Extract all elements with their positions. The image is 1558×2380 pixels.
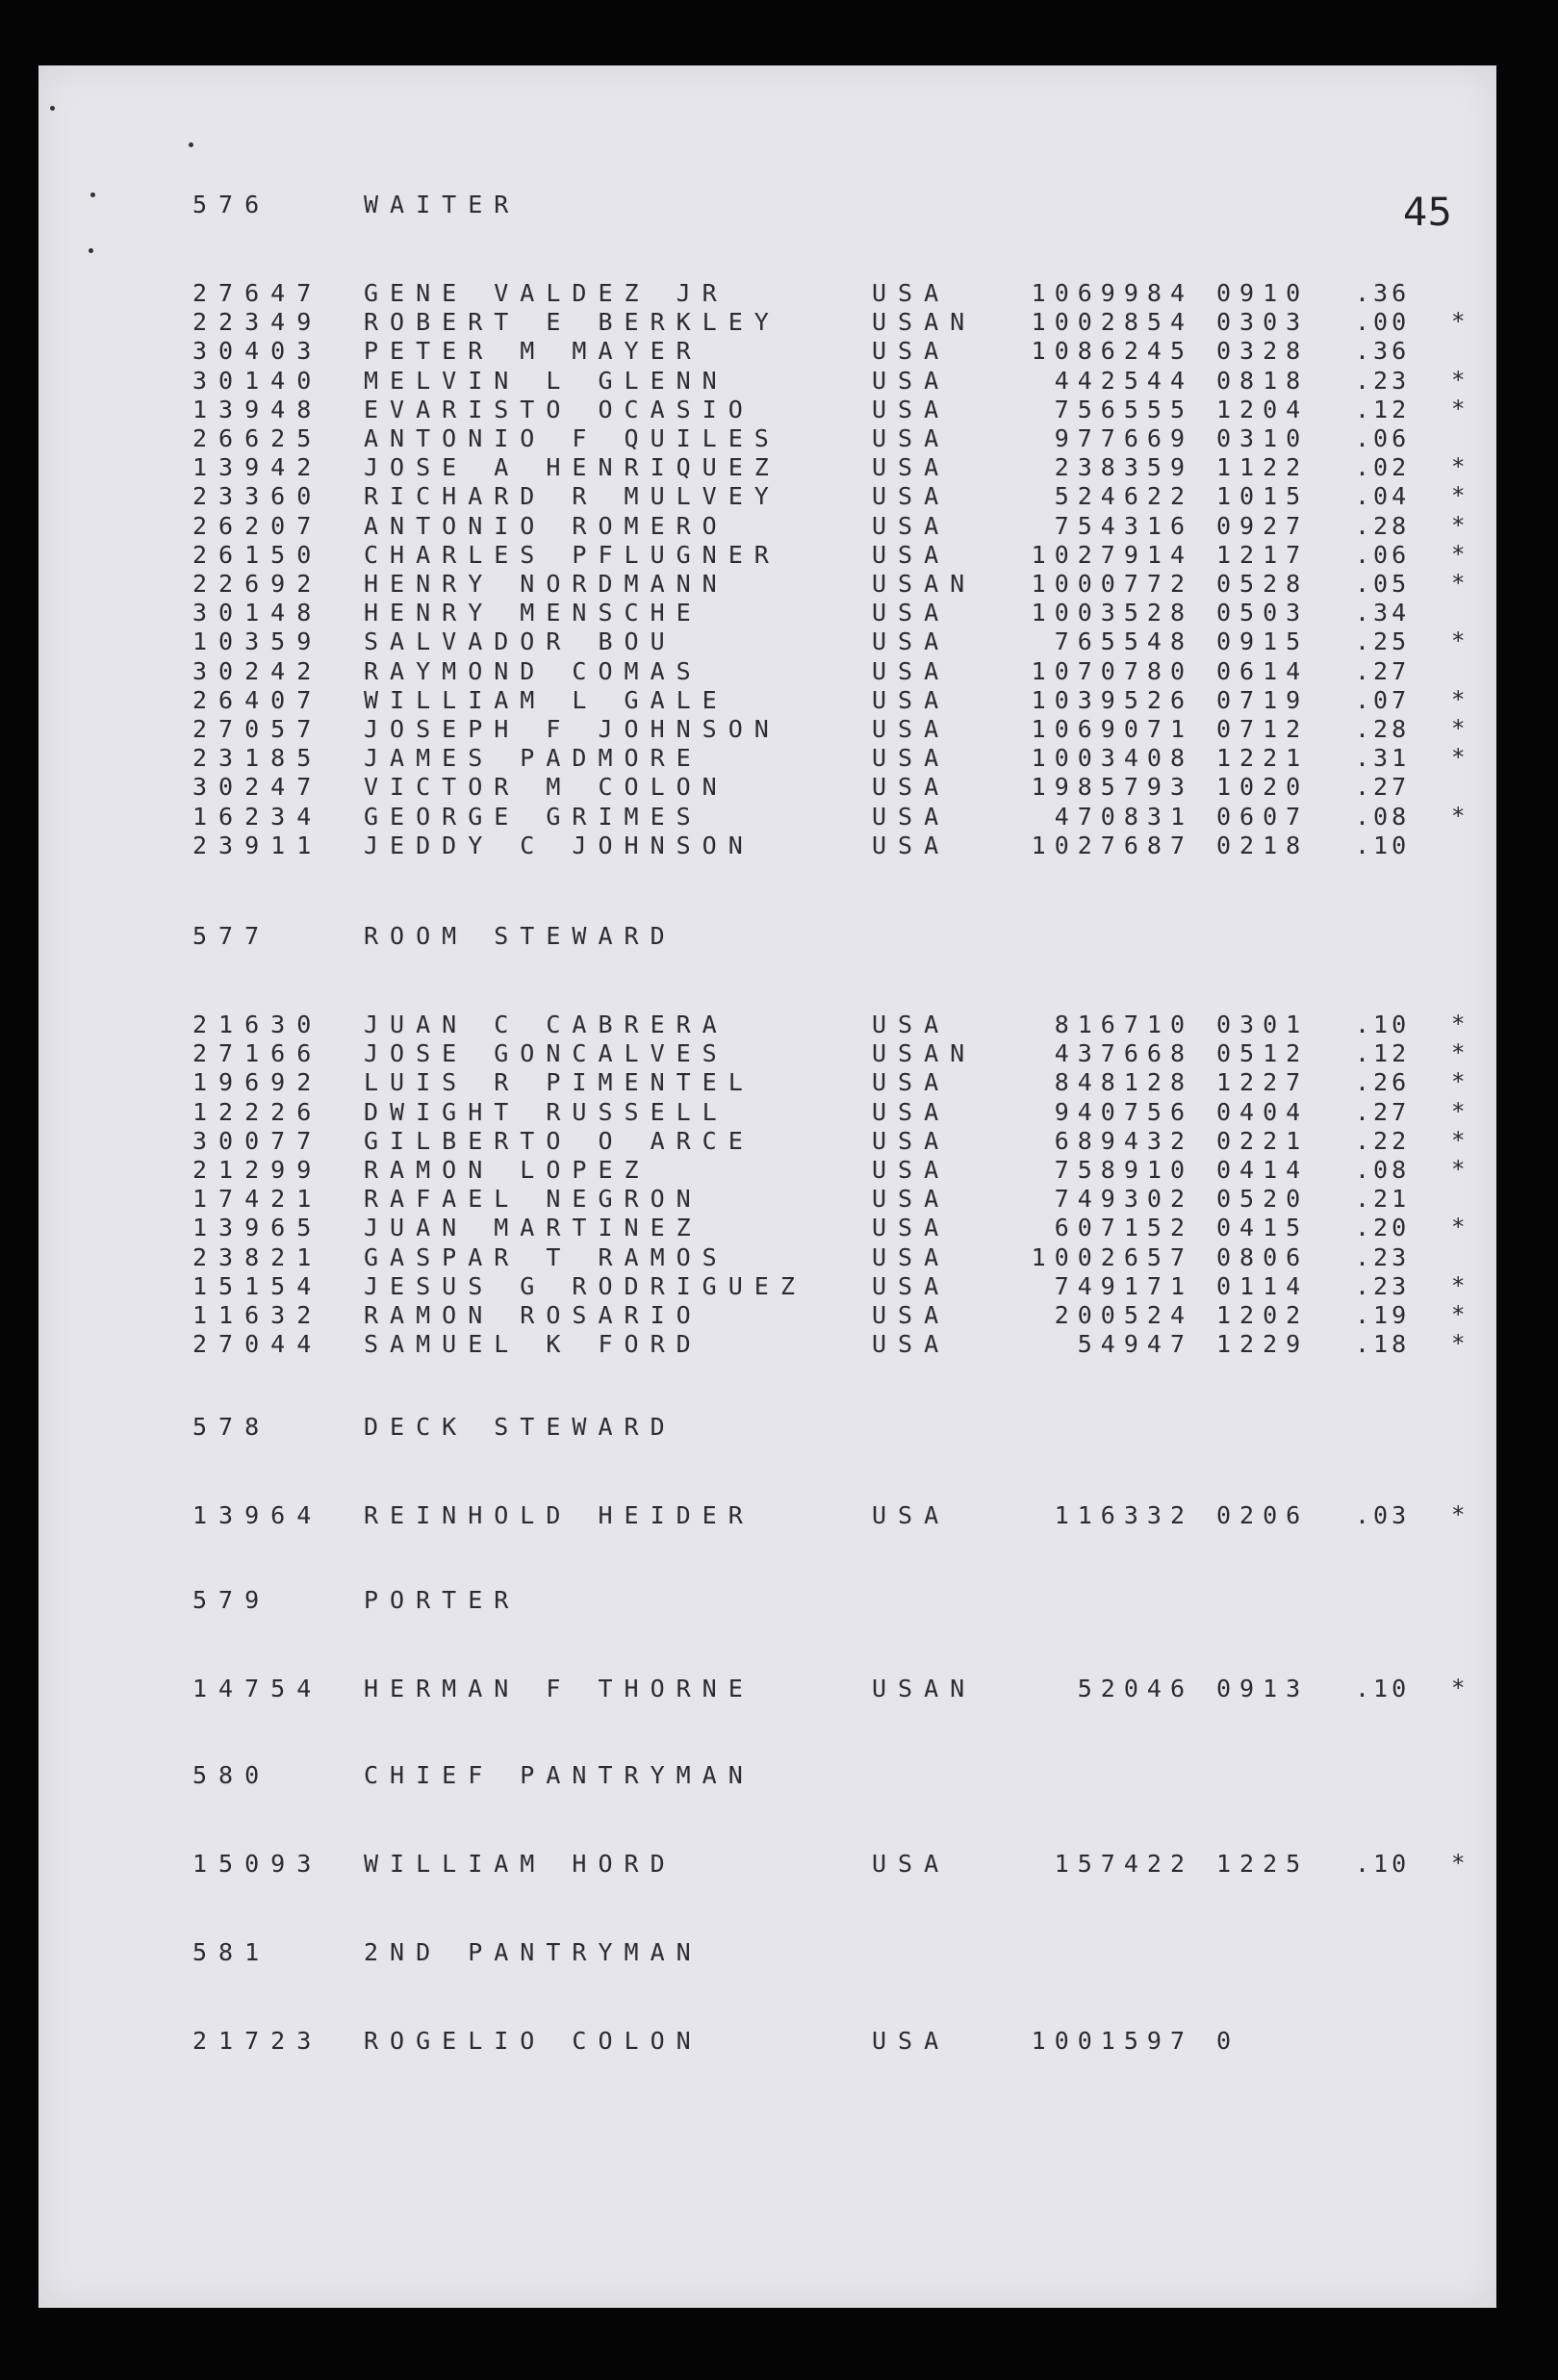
date-code: 1122 [1216,453,1310,482]
citizenship: USA [872,1011,951,1038]
citizenship: USA [872,656,951,685]
citizenship: USA [872,482,951,511]
asterisk-mark: * [1451,1039,1466,1067]
wage-value: .03 [1355,1501,1411,1529]
crew-name: SALVADOR BOU [364,627,677,656]
section-title: CHIEF PANTRYMAN [364,1761,754,1789]
wage-value: .22 [1355,1126,1411,1155]
section-title: 2ND PANTRYMAN [364,1938,702,1966]
citizenship: USA [872,2027,951,2055]
document-number: 1002657 [1031,1242,1193,1271]
date-code: 0415 [1216,1214,1310,1242]
asterisk-mark: * [1451,1068,1466,1096]
citizenship: USA [872,1271,951,1300]
crew-name: CHARLES PFLUGNER [364,540,780,569]
crew-name: GILBERTO O ARCE [364,1126,754,1155]
document-number: 1069984 [1031,279,1193,307]
document-number: 758910 [1054,1156,1193,1184]
wage-value: .31 [1355,744,1411,773]
wage-value: .26 [1355,1068,1411,1097]
wage-value: .06 [1355,540,1411,569]
citizenship: USA [872,1242,951,1271]
citizenship: USA [872,1156,951,1184]
citizenship: USA [872,1126,951,1155]
wage-value: .25 [1355,627,1411,656]
date-code: 0114 [1216,1271,1310,1300]
document-number: 749171 [1054,1271,1193,1300]
document-number: 1001597 [1031,2027,1193,2055]
wage-value: .27 [1355,773,1411,802]
crew-name: JEDDY C JOHNSON [364,831,754,859]
document-number: 437668 [1054,1039,1193,1068]
wage-value: .12 [1355,395,1411,423]
section-code: 580 [192,1761,271,1789]
date-code: 1020 [1216,773,1310,802]
date-code: 1202 [1216,1301,1310,1329]
crew-id: 19692 [192,1068,323,1097]
asterisk-mark: * [1451,453,1466,481]
wage-value: .12 [1355,1039,1411,1068]
citizenship: USA [872,511,951,540]
asterisk-mark: * [1451,570,1466,597]
asterisk-mark: * [1451,1301,1466,1328]
asterisk-mark: * [1451,366,1466,394]
margin-mark [89,248,93,253]
citizenship: USA [872,1501,951,1529]
crew-name: PETER M MAYER [364,337,702,366]
crew-id: 30242 [192,656,323,685]
citizenship: USA [872,1330,951,1359]
margin-mark [90,192,95,197]
document-number: 470831 [1054,802,1193,831]
citizenship: USAN [872,1039,977,1068]
date-code: 0221 [1216,1126,1310,1155]
citizenship: USA [872,744,951,773]
asterisk-mark: * [1451,1011,1466,1037]
wage-value: .00 [1355,308,1411,337]
wage-value: .18 [1355,1330,1411,1359]
citizenship: USA [872,1301,951,1329]
crew-name: ANTONIO ROMERO [364,511,728,540]
date-code: 0915 [1216,627,1310,656]
crew-id: 26407 [192,685,323,714]
wage-value: .02 [1355,453,1411,482]
document-number: 238359 [1054,453,1193,482]
wage-value: .28 [1355,715,1411,743]
crew-name: RICHARD R MULVEY [364,482,780,511]
wage-value: .05 [1355,570,1411,598]
date-code: 0206 [1216,1501,1310,1529]
crew-name: JUAN MARTINEZ [364,1214,702,1242]
crew-name: ROBERT E BERKLEY [364,308,780,337]
crew-id: 27057 [192,715,323,743]
crew-id: 10359 [192,627,323,656]
asterisk-mark: * [1451,1675,1466,1702]
document-number: 54947 [1077,1330,1193,1359]
crew-id: 15154 [192,1271,323,1300]
date-code: 0607 [1216,802,1310,831]
wage-value: .06 [1355,424,1411,452]
document-number: 765548 [1054,627,1193,656]
crew-id: 13948 [192,395,323,423]
crew-name: GASPAR T RAMOS [364,1242,728,1271]
asterisk-mark: * [1451,715,1466,742]
crew-name: GENE VALDEZ JR [364,279,728,307]
asterisk-mark: * [1451,1214,1466,1241]
asterisk-mark: * [1451,482,1466,510]
crew-id: 13964 [192,1501,323,1529]
crew-name: VICTOR M COLON [364,773,728,802]
date-code: 0414 [1216,1156,1310,1184]
date-code: 0 [1216,2027,1240,2055]
crew-name: ANTONIO F QUILES [364,424,780,452]
wage-value: .23 [1355,1271,1411,1300]
date-code: 0614 [1216,656,1310,685]
wage-value: .28 [1355,511,1411,540]
section-code: 578 [192,1413,271,1441]
document-number: 1003408 [1031,744,1193,773]
document-number: 940756 [1054,1097,1193,1126]
asterisk-mark: * [1451,511,1466,539]
wage-value: .20 [1355,1214,1411,1242]
document-number: 1039526 [1031,685,1193,714]
wage-value: .08 [1355,802,1411,831]
crew-name: LUIS R PIMENTEL [364,1068,754,1097]
asterisk-mark: * [1451,627,1466,655]
crew-id: 30247 [192,773,323,802]
crew-id: 13942 [192,453,323,482]
asterisk-mark: * [1451,308,1466,336]
date-code: 0528 [1216,570,1310,598]
citizenship: USA [872,279,951,307]
document-number: 848128 [1054,1068,1193,1097]
document-number: 816710 [1054,1011,1193,1038]
date-code: 0520 [1216,1185,1310,1214]
document-number: 157422 [1054,1850,1193,1878]
wage-value: .19 [1355,1301,1411,1329]
crew-name: DWIGHT RUSSELL [364,1097,728,1126]
date-code: 0927 [1216,511,1310,540]
asterisk-mark: * [1451,1850,1466,1877]
crew-name: JAMES PADMORE [364,744,702,773]
crew-id: 16234 [192,802,323,831]
asterisk-mark: * [1451,1126,1466,1154]
wage-value: .21 [1355,1185,1411,1214]
asterisk-mark: * [1451,395,1466,422]
crew-id: 15093 [192,1850,323,1878]
crew-name: WILLIAM HORD [364,1850,677,1878]
crew-id: 26150 [192,540,323,569]
section-title: DECK STEWARD [364,1413,677,1441]
crew-name: JOSE A HENRIQUEZ [364,453,780,482]
citizenship: USA [872,1068,951,1097]
section-title: PORTER [364,1586,521,1614]
crew-id: 27647 [192,279,323,307]
citizenship: USA [872,685,951,714]
wage-value: .10 [1355,1675,1411,1702]
crew-name: HERMAN F THORNE [364,1675,754,1702]
citizenship: USA [872,395,951,423]
margin-mark [189,142,193,147]
crew-name: RAMON ROSARIO [364,1301,702,1329]
date-code: 0301 [1216,1011,1310,1038]
crew-id: 21723 [192,2027,323,2055]
document-number: 52046 [1077,1675,1193,1702]
crew-id: 30403 [192,337,323,366]
crew-id: 30077 [192,1126,323,1155]
crew-name: RAFAEL NEGRON [364,1185,702,1214]
citizenship: USA [872,773,951,802]
crew-id: 30148 [192,599,323,627]
document-number: 524622 [1054,482,1193,511]
citizenship: USA [872,1214,951,1242]
crew-id: 26207 [192,511,323,540]
date-code: 0719 [1216,685,1310,714]
crew-name: JOSEPH F JOHNSON [364,715,780,743]
wage-value: .04 [1355,482,1411,511]
wage-value: .36 [1355,337,1411,366]
document-number: 116332 [1054,1501,1193,1529]
citizenship: USA [872,424,951,452]
citizenship: USA [872,1850,951,1878]
date-code: 0328 [1216,337,1310,366]
section-code: 581 [192,1938,271,1966]
asterisk-mark: * [1451,1271,1466,1299]
crew-id: 21630 [192,1011,323,1038]
citizenship: USA [872,453,951,482]
crew-name: WILLIAM L GALE [364,685,728,714]
document-number: 1070780 [1031,656,1193,685]
wage-value: .08 [1355,1156,1411,1184]
crew-id: 23360 [192,482,323,511]
asterisk-mark: * [1451,685,1466,713]
wage-value: .23 [1355,1242,1411,1271]
document-number: 689432 [1054,1126,1193,1155]
document-number: 977669 [1054,424,1193,452]
citizenship: USA [872,337,951,366]
citizenship: USAN [872,308,977,337]
date-code: 1229 [1216,1330,1310,1359]
crew-name: HENRY NORDMANN [364,570,728,598]
citizenship: USA [872,1185,951,1214]
citizenship: USA [872,1097,951,1126]
document-number: 1027687 [1031,831,1193,859]
crew-name: JESUS G RODRIGUEZ [364,1271,806,1300]
wage-value: .07 [1355,685,1411,714]
date-code: 1015 [1216,482,1310,511]
date-code: 0503 [1216,599,1310,627]
citizenship: USA [872,627,951,656]
crew-id: 12226 [192,1097,323,1126]
citizenship: USA [872,831,951,859]
crew-id: 14754 [192,1675,323,1702]
crew-name: SAMUEL K FORD [364,1330,702,1359]
date-code: 0218 [1216,831,1310,859]
crew-id: 27044 [192,1330,323,1359]
date-code: 0404 [1216,1097,1310,1126]
crew-name: JUAN C CABRERA [364,1011,728,1038]
date-code: 1225 [1216,1850,1310,1878]
wage-value: .10 [1355,1011,1411,1038]
citizenship: USA [872,715,951,743]
crew-name: MELVIN L GLENN [364,366,728,395]
crew-id: 21299 [192,1156,323,1184]
document-number: 1069071 [1031,715,1193,743]
wage-value: .34 [1355,599,1411,627]
date-code: 0910 [1216,279,1310,307]
wage-value: .23 [1355,366,1411,395]
crew-name: HENRY MENSCHE [364,599,702,627]
document-number: 756555 [1054,395,1193,423]
date-code: 1217 [1216,540,1310,569]
crew-name: REINHOLD HEIDER [364,1501,754,1529]
crew-id: 22692 [192,570,323,598]
document-number: 1003528 [1031,599,1193,627]
asterisk-mark: * [1451,1330,1466,1358]
wage-value: .10 [1355,831,1411,859]
document-page [38,65,1496,2308]
asterisk-mark: * [1451,540,1466,568]
crew-id: 23185 [192,744,323,773]
margin-mark [50,106,55,111]
date-code: 0806 [1216,1242,1310,1271]
crew-id: 17421 [192,1185,323,1214]
wage-value: .10 [1355,1850,1411,1878]
document-number: 442544 [1054,366,1193,395]
citizenship: USA [872,599,951,627]
crew-id: 27166 [192,1039,323,1068]
date-code: 0712 [1216,715,1310,743]
asterisk-mark: * [1451,802,1466,830]
crew-id: 23911 [192,831,323,859]
citizenship: USA [872,540,951,569]
date-code: 1227 [1216,1068,1310,1097]
date-code: 1204 [1216,395,1310,423]
crew-id: 11632 [192,1301,323,1329]
section-code: 577 [192,922,271,950]
citizenship: USAN [872,1675,977,1702]
crew-id: 23821 [192,1242,323,1271]
asterisk-mark: * [1451,744,1466,772]
asterisk-mark: * [1451,1097,1466,1125]
document-number: 1002854 [1031,308,1193,337]
crew-name: RAMON LOPEZ [364,1156,651,1184]
document-number: 1086245 [1031,337,1193,366]
document-number: 1027914 [1031,540,1193,569]
wage-value: .27 [1355,1097,1411,1126]
section-title: WAITER [364,191,521,218]
page-number: 45 [1403,191,1452,235]
section-code: 576 [192,191,271,218]
date-code: 0818 [1216,366,1310,395]
crew-name: ROGELIO COLON [364,2027,702,2055]
date-code: 0310 [1216,424,1310,452]
crew-name: GEORGE GRIMES [364,802,702,831]
citizenship: USAN [872,570,977,598]
document-number: 754316 [1054,511,1193,540]
date-code: 1221 [1216,744,1310,773]
date-code: 0512 [1216,1039,1310,1068]
crew-id: 26625 [192,424,323,452]
document-number: 1985793 [1031,773,1193,802]
citizenship: USA [872,802,951,831]
crew-id: 30140 [192,366,323,395]
date-code: 0303 [1216,308,1310,337]
date-code: 0913 [1216,1675,1310,1702]
document-number: 749302 [1054,1185,1193,1214]
crew-id: 13965 [192,1214,323,1242]
document-number: 607152 [1054,1214,1193,1242]
asterisk-mark: * [1451,1156,1466,1183]
section-code: 579 [192,1586,271,1614]
wage-value: .27 [1355,656,1411,685]
document-number: 200524 [1054,1301,1193,1329]
wage-value: .36 [1355,279,1411,307]
document-number: 1000772 [1031,570,1193,598]
crew-name: JOSE GONCALVES [364,1039,728,1068]
asterisk-mark: * [1451,1501,1466,1528]
crew-name: EVARISTO OCASIO [364,395,754,423]
section-title: ROOM STEWARD [364,922,677,950]
citizenship: USA [872,366,951,395]
crew-id: 22349 [192,308,323,337]
crew-name: RAYMOND COMAS [364,656,702,685]
